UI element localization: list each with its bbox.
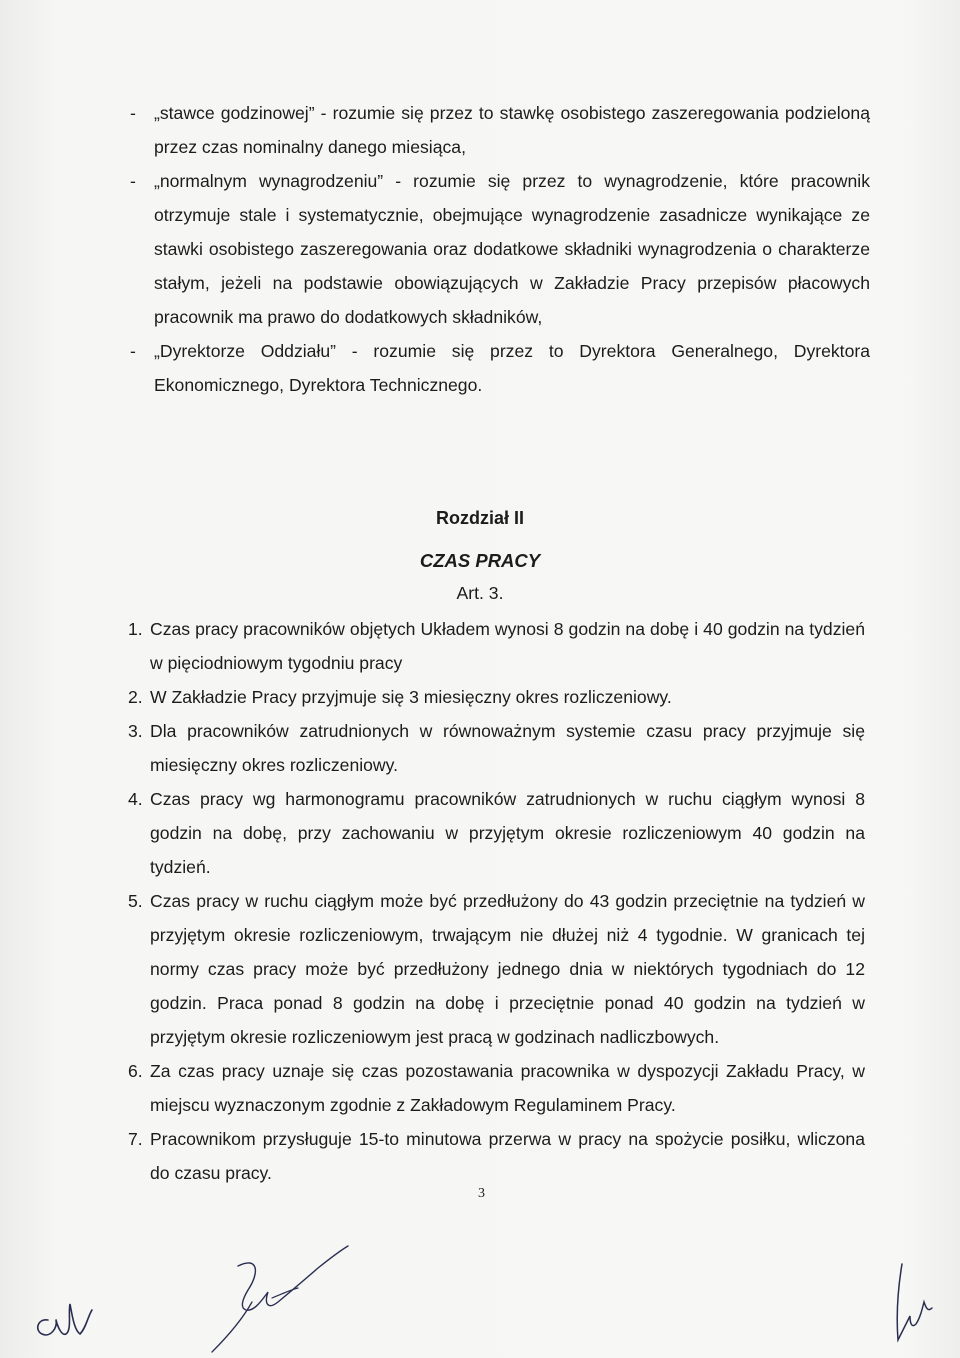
item-number: 7. [128, 1129, 143, 1149]
chapter-heading: Rozdział II [435, 508, 524, 528]
definition-item [130, 164, 870, 334]
definition-text: „normalnym wynagrodzeniu” - rozumie się przez to wynagrodzenie, które pracownik otrzymuje stale i systematycznie, obejmujące wynagrodzenie zasadnicze wynikające ze stawki osobistego zaszeregowania oraz dodatkowe składniki wynagrodzenia o charakterze stałym, jeżeli na podstawie obowiązujących w Zakładzie Pracy przepisów płacowych pracownik ma prawo do dodatkowych składników, [154, 171, 870, 327]
page-number: 3 [478, 1186, 485, 1201]
definitions-list [130, 96, 870, 402]
definition-text: „stawce godzinowej” - rozumie się przez to stawkę osobistego zaszeregowania podzieloną przez czas nominalny danego miesiąca, [154, 103, 870, 157]
item-text: Pracownikom przysługuje 15-to minutowa przerwa w pracy na spożycie posiłku, wliczona do czasu pracy. [150, 1129, 865, 1183]
article-item [128, 680, 865, 714]
item-text: Za czas pracy uznaje się czas pozostawania pracownika w dyspozycji Zakładu Pracy, w miejscu wyznaczonym zgodnie z Zakładowym Regulaminem Pracy. [150, 1061, 865, 1115]
item-text: W Zakładzie Pracy przyjmuje się 3 miesięczny okres rozliczeniowy. [150, 687, 672, 707]
definition-text: „Dyrektorze Oddziału” - rozumie się przez to Dyrektora Generalnego, Dyrektora Ekonomicznego, Dyrektora Technicznego. [154, 341, 870, 395]
article-item [128, 1054, 865, 1122]
item-text: Czas pracy w ruchu ciągłym może być przedłużony do 43 godzin przeciętnie na tydzień w przyjętym okresie rozliczeniowym, trwającym nie dłużej niż 4 tygodnie. W granicach tej normy czas pracy może być przedłużony jednego dnia w niektórych tygodniach do 12 godzin. Praca ponad 8 godzin na dobę i przeciętnie ponad 40 godzin na tydzień w przyjętym okresie rozliczeniowym jest pracą w godzinach nadliczbowych. [150, 891, 865, 1047]
article-items [128, 612, 865, 1190]
item-number: 4. [128, 789, 143, 809]
item-number: 5. [128, 891, 143, 911]
item-number: 6. [128, 1061, 143, 1081]
article-item [128, 884, 865, 1054]
chapter-title: CZAS PRACY [419, 550, 541, 571]
item-text: Czas pracy wg harmonogramu pracowników zatrudnionych w ruchu ciągłym wynosi 8 godzin na dobę, przy zachowaniu w przyjętym okresie rozliczeniowym 40 godzin na tydzień. [150, 789, 865, 877]
definition-item [130, 334, 870, 402]
item-number: 1. [128, 619, 143, 639]
definition-bullet: - [130, 341, 136, 361]
initials-signature-right [880, 1258, 940, 1348]
article-heading: Art. 3. [456, 583, 504, 603]
item-text: Dla pracowników zatrudnionych w równoważnym systemie czasu pracy przyjmuje się miesięczny okres rozliczeniowy. [150, 721, 865, 775]
signature-center [198, 1238, 358, 1358]
definition-bullet: - [130, 103, 136, 123]
item-number: 3. [128, 721, 143, 741]
article-item [128, 1122, 865, 1190]
item-number: 2. [128, 687, 143, 707]
definition-bullet: - [130, 171, 136, 191]
initials-signature-left [28, 1298, 98, 1344]
article-item [128, 612, 865, 680]
article-item [128, 714, 865, 782]
definition-item [130, 96, 870, 164]
item-text: Czas pracy pracowników objętych Układem wynosi 8 godzin na dobę i 40 godzin na tydzień w pięciodniowym tygodniu pracy [150, 619, 865, 673]
article-item [128, 782, 865, 884]
